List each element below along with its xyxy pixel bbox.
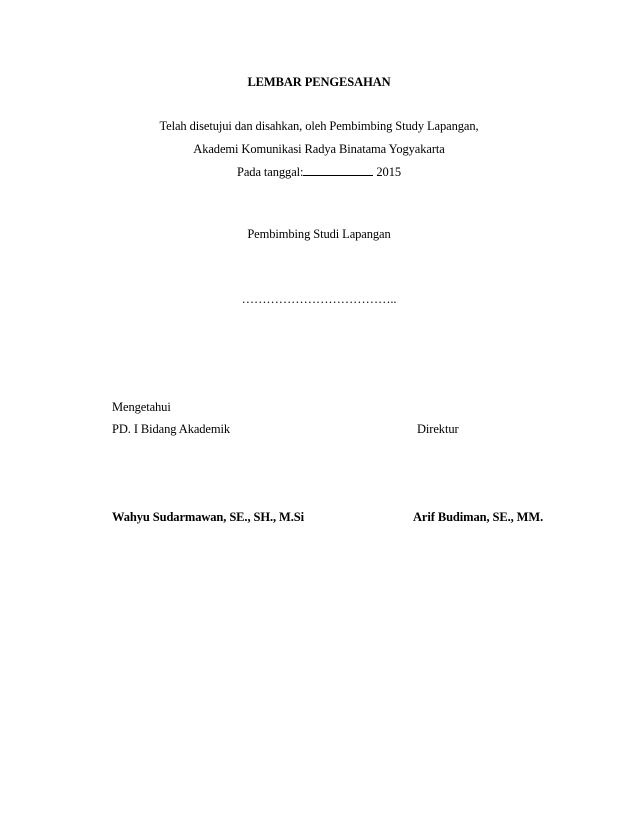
document-title: LEMBAR PENGESAHAN [247,75,391,89]
left-signatory-name: Wahyu Sudarmawan, SE., SH., M.Si [112,510,304,524]
acknowledged-label: Mengetahui [112,400,171,414]
right-signatory-role: Direktur [417,422,459,436]
date-line [0,164,638,180]
date-year: 2015 [376,165,401,179]
right-signatory-name: Arif Budiman, SE., MM. [413,510,544,524]
approval-line-2: Akademi Komunikasi Radya Binatama Yogyakarta [193,142,445,156]
supervisor-label: Pembimbing Studi Lapangan [247,227,391,241]
approval-line-1: Telah disetujui dan disahkan, oleh Pembimbing Study Lapangan, [159,119,479,133]
left-signatory-role: PD. I Bidang Akademik [112,422,231,436]
supervisor-signature-dots: ……………………………….. [241,292,397,306]
date-blank-field [303,164,373,176]
date-label: Pada tanggal: [237,165,304,179]
